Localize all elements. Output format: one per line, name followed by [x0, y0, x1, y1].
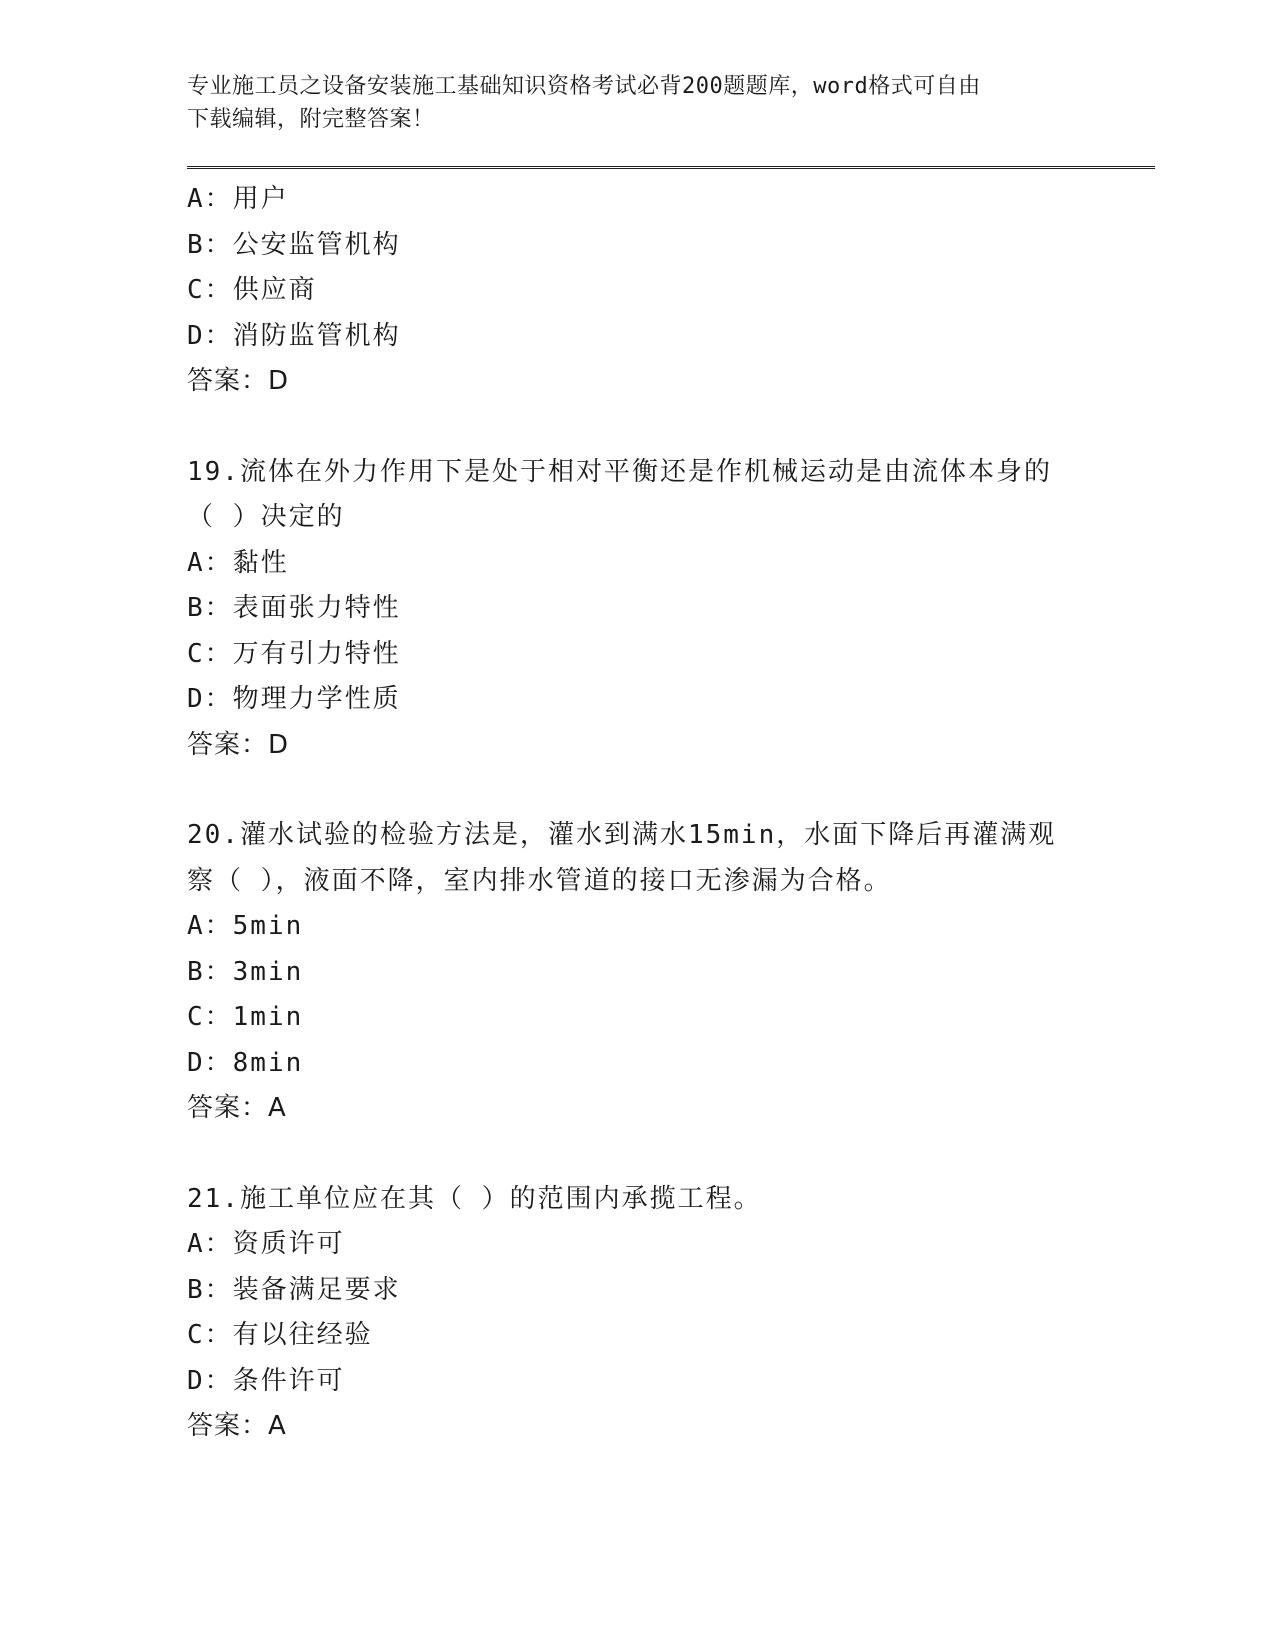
- option-a: A：资质许可: [187, 1229, 345, 1259]
- option-c: C：1min: [187, 1002, 304, 1032]
- header-title-line-1: 专业施工员之设备安装施工基础知识资格考试必背200题题库，word格式可自由: [187, 74, 981, 99]
- document-header: [187, 70, 1067, 136]
- option-a: A：5min: [187, 911, 304, 941]
- question-text-line-2: 察（ ），液面不降，室内排水管道的接口无渗漏为合格。: [187, 865, 892, 896]
- answer-line: 答案：D: [187, 366, 290, 396]
- option-d: D：条件许可: [187, 1365, 345, 1396]
- question-18-continued: [187, 177, 1147, 405]
- question-19: [187, 450, 1147, 769]
- header-title-line-2: 下载编辑，附完整答案！: [187, 107, 435, 132]
- answer-line: 答案：D: [187, 729, 290, 760]
- answer-line: 答案：A: [187, 1093, 287, 1123]
- question-text: [187, 450, 1087, 541]
- option-d: D：物理力学性质: [187, 684, 401, 714]
- option-b: B：公安监管机构: [187, 229, 401, 260]
- option-b: B：装备满足要求: [187, 1274, 401, 1305]
- question-text-line-1: 19.流体在外力作用下是处于相对平衡还是作机械运动是由流体本身的: [187, 456, 1052, 487]
- option-c: C：万有引力特性: [187, 638, 401, 669]
- option-d: D：8min: [187, 1047, 304, 1078]
- question-text-line-1: 20.灌水试验的检验方法是，灌水到满水15min，水面下降后再灌满观: [187, 820, 1057, 850]
- option-b: B：3min: [187, 956, 304, 987]
- option-c: C：有以往经验: [187, 1320, 373, 1350]
- question-text: [187, 1177, 1087, 1223]
- question-21: [187, 1177, 1147, 1450]
- question-text: [187, 813, 1087, 904]
- answer-line: 答案：A: [187, 1411, 287, 1441]
- option-b: B：表面张力特性: [187, 593, 401, 623]
- question-20: [187, 813, 1147, 1132]
- option-a: A：用户: [187, 184, 289, 214]
- question-text-line-1: 21.施工单位应在其（ ）的范围内承揽工程。: [187, 1183, 762, 1214]
- question-text-line-2: （ ）决定的: [187, 502, 345, 532]
- question-list: [187, 177, 1147, 1450]
- option-d: D：消防监管机构: [187, 320, 401, 351]
- option-c: C：供应商: [187, 275, 317, 305]
- option-a: A：黏性: [187, 547, 289, 578]
- header-divider: [187, 166, 1155, 169]
- document-page: [187, 70, 1147, 1450]
